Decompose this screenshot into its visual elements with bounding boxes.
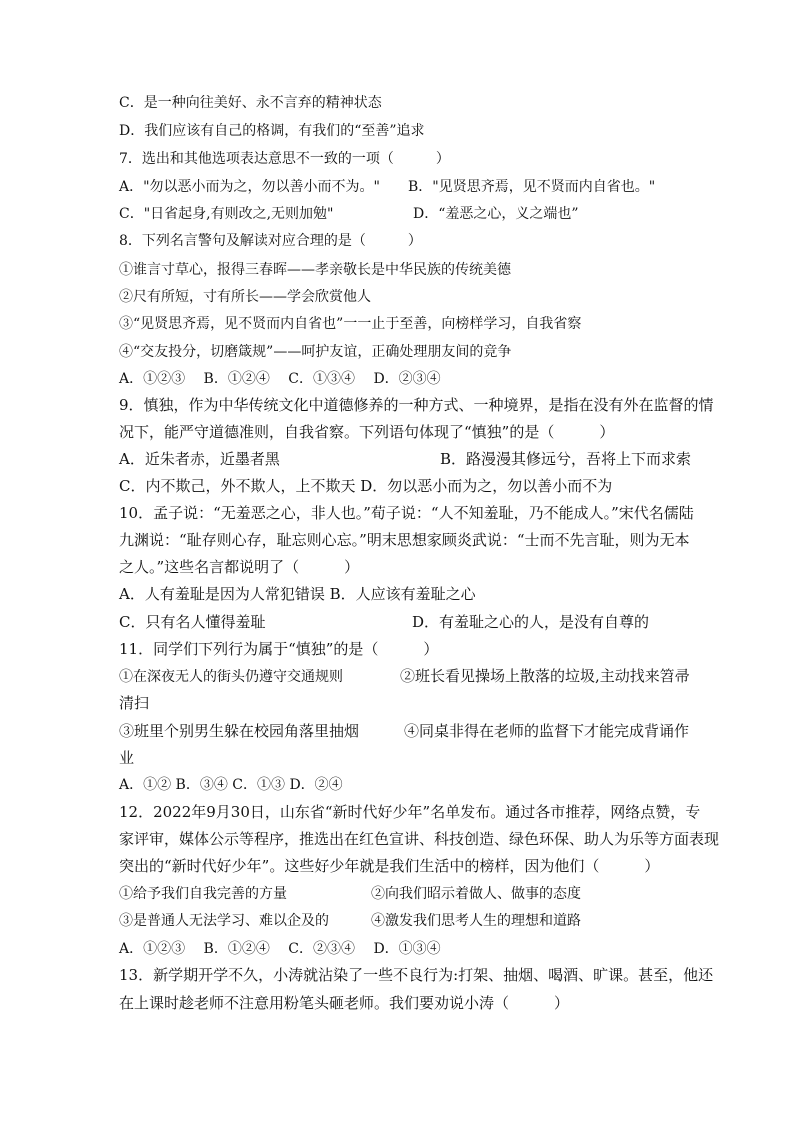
q7-option-d: D．“羞恶之心，义之端也” <box>413 206 579 222</box>
question-9-line-2: 况下，能严守道德准则，自我省察。下列语句体现了“慎独”的是（ ） <box>119 423 615 441</box>
question-10-line-2: 九渊说：“耻存则心存，耻忘则心忘。”明末思想家顾炎武说：“士而不先言耻，则为无本 <box>119 531 690 549</box>
question-12-line-1: 12．2022年9月30日，山东省“新时代好少年”名单发布。通过各市推荐，网络点赞，专 <box>119 803 701 821</box>
option-c-line: C．是一种向往美好、永不言弃的精神状态 <box>119 95 382 111</box>
q10-option-d: D．有羞耻之心的人，是没有自尊的 <box>412 613 650 631</box>
q7-option-b: B．"见贤思齐焉，见不贤而内自省也。" <box>408 179 656 195</box>
question-13-line-1: 13．新学期开学不久，小涛就沾染了一些不良行为:打架、抽烟、喝酒、旷课。甚至，他还 <box>119 966 714 984</box>
q11-statement-2: ②班长看见操场上散落的垃圾,主动找来笤帚 <box>400 667 690 685</box>
q7-option-a: A．"勿以恶小而为之，勿以善小而不为。" <box>119 179 380 195</box>
q10-option-c: C．只有名人懂得羞耻 <box>119 613 266 631</box>
question-12-line-2: 家评审，媒体公示等程序，推选出在红色宣讲、科技创造、绿色环保、助人为乐等方面表现 <box>119 830 720 848</box>
q9-options-cd: C．内不欺己，外不欺人，上不欺天 D．勿以恶小而为之，勿以善小而不为 <box>119 477 613 495</box>
q12-options: A．①②③ B．①②④ C．②③④ D．①③④ <box>119 941 441 957</box>
question-11: 11．同学们下列行为属于“慎独”的是（ ） <box>119 640 439 658</box>
q11-statement-4-cont: 业 <box>119 749 135 767</box>
q8-statement-3: ③“见贤思齐焉，见不贤而内自省也”一一止于至善，向榜样学习，自我省察 <box>119 316 582 332</box>
question-8: 8．下列名言警句及解读对应合理的是（ ） <box>119 233 422 249</box>
question-10-line-1: 10．孟子说：“无羞恶之心，非人也。”荀子说：“人不知羞耻，乃不能成人。”宋代名儒陆 <box>119 504 694 522</box>
q9-option-b: B．路漫漫其修远兮，吾将上下而求索 <box>440 450 692 468</box>
question-12-line-3: 突出的“新时代好少年”。这些好少年就是我们生活中的榜样，因为他们（ ） <box>119 857 660 875</box>
question-7: 7．选出和其他选项表达意思不一致的一项（ ） <box>119 151 450 167</box>
q11-statement-2-cont: 清扫 <box>119 694 150 712</box>
q12-statement-1: ①给予我们自我完善的方量 <box>119 886 287 902</box>
question-9-line-1: 9．慎独，作为中华传统文化中道德修养的一种方式、一种境界，是指在没有外在监督的情 <box>119 396 714 414</box>
q11-statement-1: ①在深夜无人的街头仍遵守交通规则 <box>119 669 343 685</box>
q12-statement-4: ④激发我们思考人生的理想和道路 <box>371 913 581 929</box>
q11-statement-3: ③班里个别男生躲在校园角落里抽烟 <box>119 722 360 740</box>
q12-statement-2: ②向我们昭示着做人、做事的态度 <box>371 886 581 902</box>
q8-statement-1: ①谁言寸草心，报得三春晖——孝亲敬长是中华民族的传统美德 <box>119 262 511 278</box>
question-13-line-2: 在上课时趁老师不注意用粉笔头砸老师。我们要劝说小涛（ ） <box>119 994 570 1012</box>
q11-options: A．①② B．③④ C．①③ D．②④ <box>119 777 343 793</box>
q7-option-c: C．"日省起身,有则改之,无则加勉" <box>119 206 334 222</box>
q10-options-ab: A．人有羞耻是因为人常犯错误 B．人应该有羞耻之心 <box>119 585 476 603</box>
q8-statement-2: ②尺有所短，寸有所长——学会欣赏他人 <box>119 289 371 305</box>
question-10-line-3: 之人。”这些名言都说明了（ ） <box>119 558 360 576</box>
q8-options: A．①②③ B．①②④ C．①③④ D．②③④ <box>119 371 441 387</box>
option-d-line: D．我们应该有自己的格调，有我们的“至善”追求 <box>119 123 425 139</box>
q12-statement-3: ③是普通人无法学习、难以企及的 <box>119 913 329 929</box>
q11-statement-4: ④同桌非得在老师的监督下才能完成背诵作 <box>404 722 690 740</box>
q8-statement-4: ④“交友投分，切磨箴规”——呵护友谊，正确处理朋友间的竞争 <box>119 344 512 360</box>
q9-option-a: A．近朱者赤，近墨者黑 <box>119 450 280 468</box>
